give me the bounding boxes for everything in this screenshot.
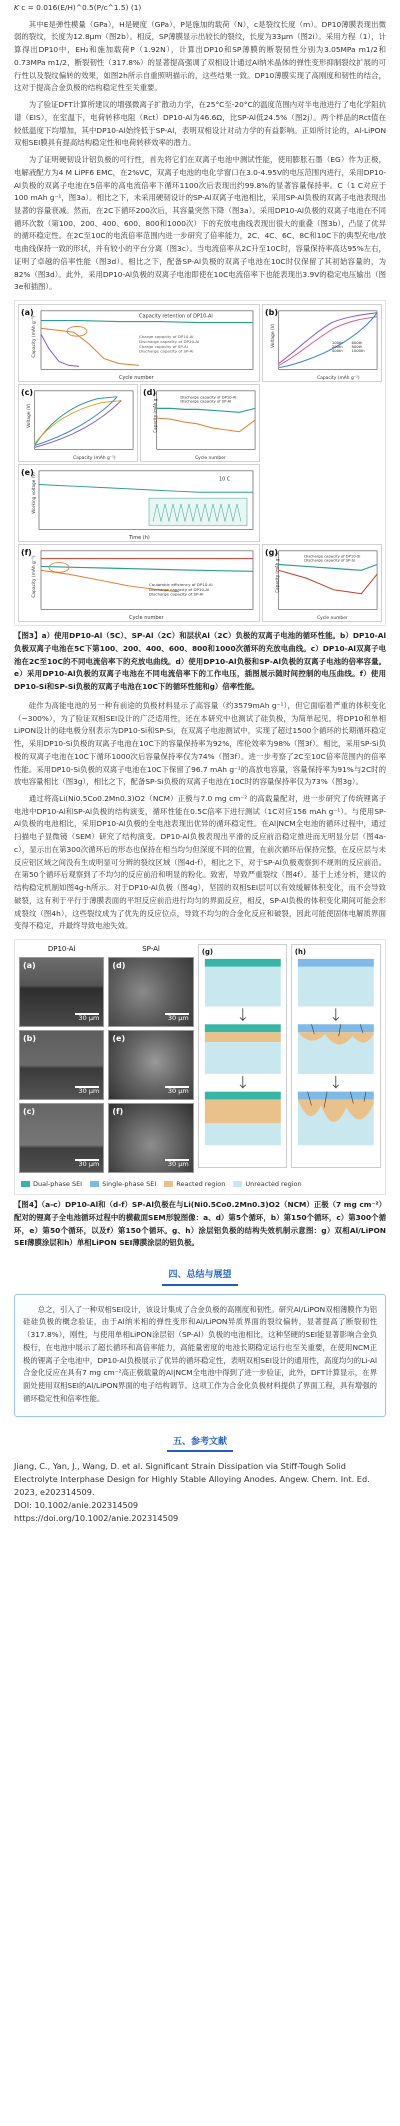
figure-3e-tag: 10 C	[219, 476, 231, 483]
figure-4g-schematic	[198, 944, 288, 1168]
figure-3a-ylabel: Capacity (mAh g⁻¹)	[31, 315, 38, 358]
figure-3e-xlabel: Time (h)	[129, 535, 150, 542]
figure-3f-legend-2: Discharge capacity of SP-Al	[149, 591, 204, 597]
figure-3f-plot	[19, 545, 259, 621]
legend-unreacted: Unreacted region	[233, 1179, 301, 1190]
figure-3a-series-2: Charge capacity of SP-Al	[139, 344, 188, 350]
figure-3b-legend-0: 100th	[331, 341, 343, 346]
figure-3g-label: (g)	[265, 548, 279, 558]
figure-3	[14, 300, 386, 626]
figure-3g-legend-1: Discharge capacity of SP-Si	[304, 558, 356, 563]
figure-3a-plot	[19, 305, 259, 381]
figure-4	[14, 939, 386, 1195]
figure-4f-sem	[108, 1103, 193, 1173]
dp10-retention-line	[41, 321, 253, 323]
figure-4-caption: 【图4】（a-c）DP10-Al和（d-f）SP-Al负极在与Li(Ni0.5Co0.2Mn0.3)O2（NCM）正极（7 mg cm⁻²）配对的锂离子全电池循环过程中的横截面SEM形貌图像：a、d）第5个循环，b）第150个循环，c）第300个循环，e）第50个循环，以及f）第150个循环。g、h）涂层铝负极的结构失效机制示意图：g）双相Al/LiPON SEI薄膜涂层和h）单相LiPON SEI薄膜涂层的铝负极。	[14, 1200, 386, 1248]
figure-3a-series-3: Discharge capacity of SP-Al	[139, 348, 194, 354]
figure-3b-ylabel: Voltage (V)	[270, 323, 276, 349]
figure-3f-panel	[18, 544, 260, 622]
formula-line	[14, 2, 386, 15]
paragraph-silicon: 硅作为高能电池的另一种有前途的负极材料显示了高容量（约3579mAh g⁻¹），但它面临着严重的体积变化（~300%），为了验证双相SEI设计的广泛适用性，还在本研究中也测试了硅负极，为简单起见，将DP10和单相LiPON设计的硅电极分别表示为DP10-Si和SP-Si，在双离子电池测试中，实现了超过1500个循环的长期循环稳定性，采用DP10-Si负极的双离子电池在10C下的容量保持率为92%，库伦效率为98%（图3f）。相比，采用SP-Si负极的双离子电池在10C下循环1000次后容量保持率仅为74%（图3f）。进一步考察了2C至10C倍率范围内的倍率性能。采用DP10-Si负极的双离子电池在10C下保留了96.7 mAh g⁻¹的高放电容量，容量保持率为91%与2C时的放电容量相比（图3g），相比之下，配备SP-Si负极的双离子电池在10C时的容量保持率仅为73%（图3g）。	[14, 700, 386, 787]
paragraph-fracture-toughness: 其中E是弹性模量（GPa），H是硬度（GPa），P是施加的载荷（N），c是裂纹长度（m）。DP10薄膜表现出微弱的裂纹，长度为12.8μm（图2b）。相反，SP薄膜显示出较长的裂纹，长度为33μm（图2i）。采用方程（1），计算得出DP10中，EH₂和施加载荷P（1.92N），计算出DP10和SP薄膜的断裂韧性分别为3.05MPa m1/2和0.73MPa m1/2，断裂韧性（317.8%）的显著提高强调了双相设计通过Al纳米晶体的弹性变形抑制裂纹扩展的可行性以及裂纹偏转的效果，如图2h所示自重照明描示的，这些结果一致。DP10薄膜实现了高刚度和韧性的结合，这对于提高合金负极的结构稳定性至关重要。	[14, 19, 386, 93]
figure-4-legend	[15, 1177, 385, 1194]
figure-4-dp10-column	[19, 944, 104, 1173]
figure-3e-label: (e)	[21, 468, 34, 478]
figure-4f-scalebar: 30 μm	[167, 1159, 189, 1168]
figure-3g-xlabel: Cycle number	[317, 616, 348, 622]
figure-3a-label: (a)	[21, 308, 34, 318]
figure-3g-legend-0: Discharge capacity of DP10-Si	[304, 554, 361, 559]
figure-4d-sem	[108, 957, 193, 1027]
summary-box	[14, 1294, 386, 1417]
reference-doi: DOI: 10.1002/anie.202314509	[14, 1500, 139, 1511]
figure-4a-label: (a)	[23, 961, 36, 971]
figure-3c-xlabel: Capacity (mAh g⁻¹)	[73, 456, 116, 462]
figure-4c-sem	[19, 1103, 104, 1173]
figure-3d-ylabel: Capacity (mAh g⁻¹)	[152, 393, 158, 433]
section-summary-title: 四、总结与展望	[162, 1268, 237, 1285]
figure-3a-panel	[18, 304, 260, 382]
figure-4-sp-column	[108, 944, 193, 1173]
figure-3-caption: 【图3】a）使用DP10-Al（5C）、SP-Al（2C）和层状Al（2C）负极的双离子电池的循环性能。b）DP10-Al负极双离子电池在5C下第100、200、400、600、800和1000次循环的充放电曲线。c）DP10-Al双离子电池在2C至10C的不同电流倍率下的充放电曲线。d）使用DP10-Al负极和SP-Al负极的双离子电池的倍率容量。e）采用DP10-Al负极的双离子电池在不同电流倍率下的工作电压，插图展示随时间控制的电压曲线。f）使用DP10-Si和SP-Si负极的双离子电池在10C下的循环性能和g）倍率性能。	[14, 631, 386, 692]
figure-3f-legend-1: Discharge capacity of DP10-Al	[149, 587, 210, 592]
figure-3d-panel	[140, 384, 260, 462]
section-references-title: 五、参考文献	[167, 1435, 233, 1452]
figure-4c-scalebar: 30 μm	[78, 1159, 100, 1168]
figure-3f-ylabel: Capacity (mAh g⁻¹)	[31, 555, 38, 598]
formula-lhs: K	[14, 3, 19, 12]
figure-4e-sem	[108, 1030, 193, 1100]
figure-3b-legend-4: 800th	[351, 345, 363, 350]
figure-4e-label: (e)	[112, 1034, 126, 1044]
paragraph-full-cell: 通过将高Li(Ni0.5Co0.2Mn0.3)O2（NCM）正极与7.0 mg cm⁻² 的高载量配对，进一步研究了传统锂离子电池中DP10-Al和SP-Al负极的结构演变，循环性能在0.5C倍率下进行测试（1C对应156 mAh g⁻¹）。与使用SP-Al负极的电池相比，采用DP10-Al负极的全电池表现出优异的循环稳定性。在Al|NCM全电池的循环过程中，通过扫描电子显微镜（SEM）研究了结构演变。DP10-Al负极表现出平滑的反应前沿稳定推进而无明显分层（图4a-c），显示出在第300次循环后的形态也保持在相当均匀但深度不同的位置，在前次循环后保持完整，在反应层与未反应铝区域之间没有生成明显可分辨的裂纹区域（图4d-f），相比之下，对于SP-Al负极观察到不规则的反应前沿。在第50个循环后观察到了不均匀的反应前沿和明显的粉化。致密，导致严重裂纹（图4f）。基于上述分析，建议的结构稳定机制如图4g-h所示。对于DP10-Al负极（图4g），坚固的双相SEI层可以有效缓解体积变化，而不会导致破裂，这有利于平行于薄膜表面的平坦反应前沿进行均匀的界面反应，相反，SP-Al负极的体积变化期间可能会形成裂纹（图4h），这些裂纹成为了优先的反应位点，导致不均匀的合金化反应和破裂，因此可能使固体电解质界面变得不稳定，并最终导致电池失效。	[14, 793, 386, 931]
formula-number: (1)	[130, 3, 142, 12]
figure-4b-scalebar: 30 μm	[78, 1086, 100, 1095]
figure-3d-legend-0: Discharge capacity of DP10-Al	[180, 395, 237, 400]
legend-single-phase: Single-phase SEI	[90, 1179, 156, 1190]
formula-rhs: c = 0.016(E/H)^0.5(P/c^1.5)	[21, 3, 129, 12]
figure-4-col-b-title: SP-Al	[142, 945, 160, 954]
figure-3b-legend-2: 400th	[331, 348, 343, 353]
figure-3a-xlabel: Cycle number	[119, 375, 154, 382]
figure-4d-label: (d)	[112, 961, 126, 971]
figure-3g-panel	[262, 544, 382, 622]
figure-3b-plot	[263, 305, 381, 381]
figure-3d-label: (d)	[143, 388, 157, 398]
paragraph-dual-ion: 为了证明硬韧设计铝负极的可行性，首先将它们在双离子电池中测试性能，使用膨胀石墨（EG）作为正极，电解液配方为4 M LiPF6 EMC，在2%VC，双离子电池的电化学窗口在3.0-4.95V的电压范围内进行，采用DP10-Al负极的双离子电池在5倍率的高电流倍率下循环1100次后表现出约99.8%的显著容量保持率。C（1 C对应于100 mAh g⁻¹，图3a）。相比之下，未采用硬韧设计的SP-Al双离子电池相比，采用SP-Al负极的双离子电池表现出显著的容量衰减。然而，在2C下循环200次后，其容量突然下降（图3a）。采用DP10-Al负极的双离子电池在不同循环次数（第100、200、400、600、800和1000次）下的充放电曲线表现出很大的重叠（图3b），凸显了优异的循环稳定性。在2C至10C的电流倍率范围内进一步研究了倍率能力，2C、4C、6C、8C和10C下的典型充电/放电曲线保持一致的形状，并有较小的平台分离（图3c）。当电流倍率从2C升至10C时，容量保持率高达95%左右，证明了卓越的倍率性能（图3d）。相比之下，配备SP-Al负极的双离子电池在10C时仅保留了其初始容量的，为82%（图3d）。此外，采用DP10-Al负极的双离子电池即使在10C电流倍率下也能表现出3.9V的稳定电压输出（图3e和插图）。	[14, 155, 386, 292]
figure-3e-panel	[18, 464, 260, 542]
reference-doi-link[interactable]: https://doi.org/10.1002/anie.202314509	[14, 1513, 179, 1524]
figure-4a-sem	[19, 957, 104, 1027]
figure-3d-xlabel: Cycle number	[195, 456, 226, 462]
figure-3a-series-0: Charge capacity of DP10-Al	[139, 334, 194, 340]
figure-3b-legend-3: 600th	[351, 341, 363, 346]
figure-3f-legend-0: Coulombic efficiency of DP10-Al	[149, 582, 213, 588]
figure-4e-scalebar: 30 μm	[167, 1086, 189, 1095]
figure-3g-ylabel: Capacity (mAh g⁻¹)	[274, 553, 280, 593]
figure-3b-legend-5: 1000th	[351, 348, 365, 353]
section-summary-heading	[14, 1268, 386, 1285]
figure-3c-panel	[18, 384, 138, 462]
figure-4b-label: (b)	[23, 1034, 37, 1044]
figure-4g-label: (g)	[201, 947, 213, 956]
figure-3d-plot	[141, 385, 259, 461]
figure-3c-label: (c)	[21, 388, 34, 398]
figure-3b-xlabel: Capacity (mAh g⁻¹)	[317, 376, 360, 382]
summary-text: 总之，引入了一种双相SEI设计，该设计集成了合金负极的高刚度和韧性。研究Al/LiPON双相薄膜作为铝硅硅负极的概念验证，由于Al纳米相的弹性变形和Al/LiPON异质界面的裂纹偏转，显著提高了断裂韧性（317.8%），刚性，与使用单相LiPON涂层铝（SP-Al）负极的电池相比，这种坚硬的SEI能显著影响合金负极行，在电池中展示了超长循环和高倍率能力，高能量密度的电池长期稳定运行也至关重要，在使用NCM正极的锂离子全电池中，DP10-Al负极展示了优异的循环稳定性，表明双相SEI设计的通用性，高度均匀的Li-Al合金化反应在具有7 mg cm⁻²高正极载量的Al|NCM全电池中得到了进一步验证，此外，DFT计算显示，在界面处使用双相SEI的Al/LiPON界面的电子结构调节。这项工作为合金化负极材料提供了界面工程，具有增强的循环稳定性和倍率性能。	[23, 1304, 377, 1403]
legend-reacted: Reacted region	[164, 1179, 225, 1190]
reference-text: Jiang, C., Yan, J., Wang, D. et al. Significant Strain Dissipation via Stiff-Tough Solid Electrolyte Interphase Design for Highly Stable Alloying Anodes. Angew. Chem. Int. Ed. 2023, e202314509.	[14, 1460, 370, 1498]
layered-al-capacity-line	[41, 334, 79, 366]
figure-3f-label: (f)	[21, 548, 32, 558]
figure-4-col-a-title: DP10-Al	[47, 945, 76, 954]
figure-3e-ylabel: Working voltage (V)	[30, 472, 37, 514]
figure-4a-scalebar: 30 μm	[78, 1013, 100, 1022]
figure-3a-series-1: Discharge capacity of DP10-Al	[139, 339, 200, 345]
reference-entry	[14, 1460, 386, 1526]
paragraph-eis: 为了验证DFT计算所建议的增强微离子扩散动力学，在25°C至-20°C的温度范围内对半电池进行了电化学阻抗谱（EIS），在室温下，电荷转移电阻（Rct）DP10-Al为46.6Ω，比SP-Al低24.5%（图2j）。两个样品的Rct值在较低温度下均增加，其中DP10-Al始终低于SP-Al，表明双相设计对动力学的有益影响。正如所讨论的，Al-LiPON双相SEI膜具有提高结构稳定性和电荷转移效率的潜力。	[14, 100, 386, 148]
figure-3b-legend-1: 200th	[331, 345, 343, 350]
figure-3d-legend-1: Discharge capacity of SP-Al	[180, 399, 232, 404]
figure-4b-sem	[19, 1030, 104, 1100]
section-references-heading	[14, 1435, 386, 1452]
figure-3c-plot	[19, 385, 137, 461]
sp-al-capacity-line	[41, 329, 139, 366]
figure-3c-ylabel: Voltage (V)	[26, 403, 32, 429]
figure-3b-panel	[262, 304, 382, 382]
figure-4d-scalebar: 30 μm	[167, 1013, 189, 1022]
figure-4f-label: (f)	[112, 1107, 124, 1117]
legend-dual-phase: Dual-phase SEI	[21, 1179, 82, 1190]
figure-3g-plot	[263, 545, 381, 621]
figure-3f-xlabel: Cycle number	[129, 615, 164, 622]
figure-3b-label: (b)	[265, 308, 279, 318]
figure-4h-label: (h)	[295, 947, 307, 956]
figure-4h-schematic	[291, 944, 381, 1168]
figure-4c-label: (c)	[23, 1107, 36, 1117]
figure-3e-plot	[19, 465, 259, 541]
figure-3a-legend: Capacity retention of DP10-Al	[139, 313, 213, 320]
